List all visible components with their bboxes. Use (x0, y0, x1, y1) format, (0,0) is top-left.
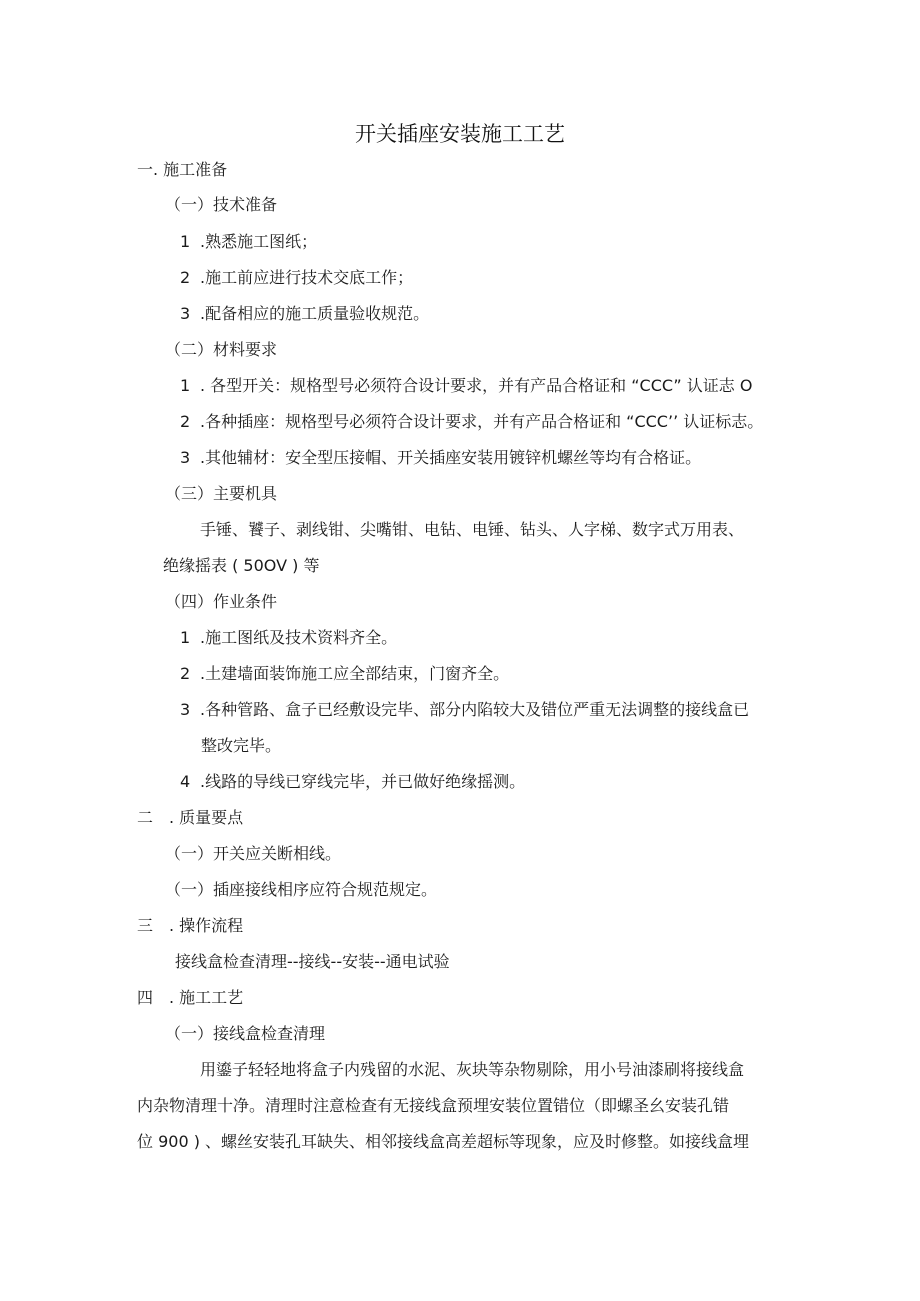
item-text: .各种插座：规格型号必须符合设计要求，并有产品合格证和 “CCC’’ 认证标志。 (200, 412, 764, 431)
list-item (180, 772, 525, 792)
item-number: 4 (180, 772, 191, 791)
paragraph-line-3: 位 900 ) 、螺丝安装孔耳缺失、相邻接线盒高差超标等现象，应及时修整。如接线盒埋 (137, 1132, 750, 1151)
list-item (180, 700, 749, 720)
tools-text-line-2: 绝缘摇表 ( 50OV ) 等 (163, 556, 320, 575)
list-item (180, 268, 413, 288)
item-number: 2 (180, 268, 191, 287)
document-title: 开关插座安装施工工艺 (355, 122, 565, 146)
tools-text-line-1: 手锤、饕子、剥线钳、尖嘴钳、电钻、电锤、钻头、人字梯、数字式万用表、 (200, 520, 745, 539)
subsection-tech-heading: （一）技术准备 (165, 195, 278, 214)
list-item (180, 628, 397, 648)
list-item (180, 376, 752, 396)
list-item (180, 304, 429, 324)
item-text: .熟悉施工图纸； (200, 232, 318, 251)
list-item (180, 448, 701, 468)
item-text: .施工前应进行技术交底工作； (200, 268, 414, 287)
item-number: 2 (180, 412, 191, 431)
list-item: （一）开关应关断相线。 (165, 844, 342, 863)
item-text: . 各型开关：规格型号必须符合设计要求，并有产品合格证和 “CCC” 认证志 O (200, 376, 753, 395)
item-number: 2 (180, 664, 191, 683)
item-text: .配备相应的施工质量验收规范。 (200, 304, 430, 323)
item-number: 1 (180, 628, 191, 647)
item-text: .施工图纸及技术资料齐全。 (200, 628, 398, 647)
list-item: （一）插座接线相序应符合规范规定。 (165, 880, 438, 899)
item-number: 1 (180, 376, 191, 395)
item-text: .其他辅材：安全型压接帽、开关插座安装用镀锌机螺丝等均有合格证。 (200, 448, 702, 467)
item-number: 3 (180, 304, 191, 323)
list-item (180, 232, 317, 252)
list-item (180, 664, 509, 684)
list-item (180, 412, 763, 432)
paragraph-line-1: 用鎏子轻轻地将盒子内残留的水泥、灰块等杂物剔除，用小号油漆刷将接线盒 (200, 1060, 745, 1079)
process-flow: 接线盒检查清理--接线--安装--通电试验 (175, 952, 450, 971)
subsection-materials-heading: （二）材料要求 (165, 340, 278, 359)
list-item-continuation: 整改完毕。 (201, 736, 282, 755)
section-3-heading: 三 . 操作流程 (137, 916, 244, 935)
section-4-heading: 四 . 施工工艺 (137, 988, 244, 1007)
section-1-heading: 一. 施工准备 (137, 160, 228, 179)
subsection-box-cleaning-heading: （一）接线盒检查清理 (165, 1024, 326, 1043)
paragraph-line-2: 内杂物清理十净。清理时注意检查有无接线盒预埋安装位置错位（即螺圣幺安装孔错 (137, 1096, 730, 1115)
subsection-tools-heading: （三）主要机具 (165, 484, 278, 503)
item-text: .各种管路、盒子已经敷设完毕、部分内陷较大及错位严重无法调整的接线盒已 (200, 700, 750, 719)
item-text: .线路的导线已穿线完毕，并已做好绝缘摇测。 (200, 772, 526, 791)
item-text: .土建墙面装饰施工应全部结束，门窗齐全。 (200, 664, 510, 683)
item-number: 1 (180, 232, 191, 251)
item-number: 3 (180, 448, 191, 467)
section-2-heading: 二 . 质量要点 (137, 808, 244, 827)
item-number: 3 (180, 700, 191, 719)
subsection-conditions-heading: （四）作业条件 (165, 592, 278, 611)
